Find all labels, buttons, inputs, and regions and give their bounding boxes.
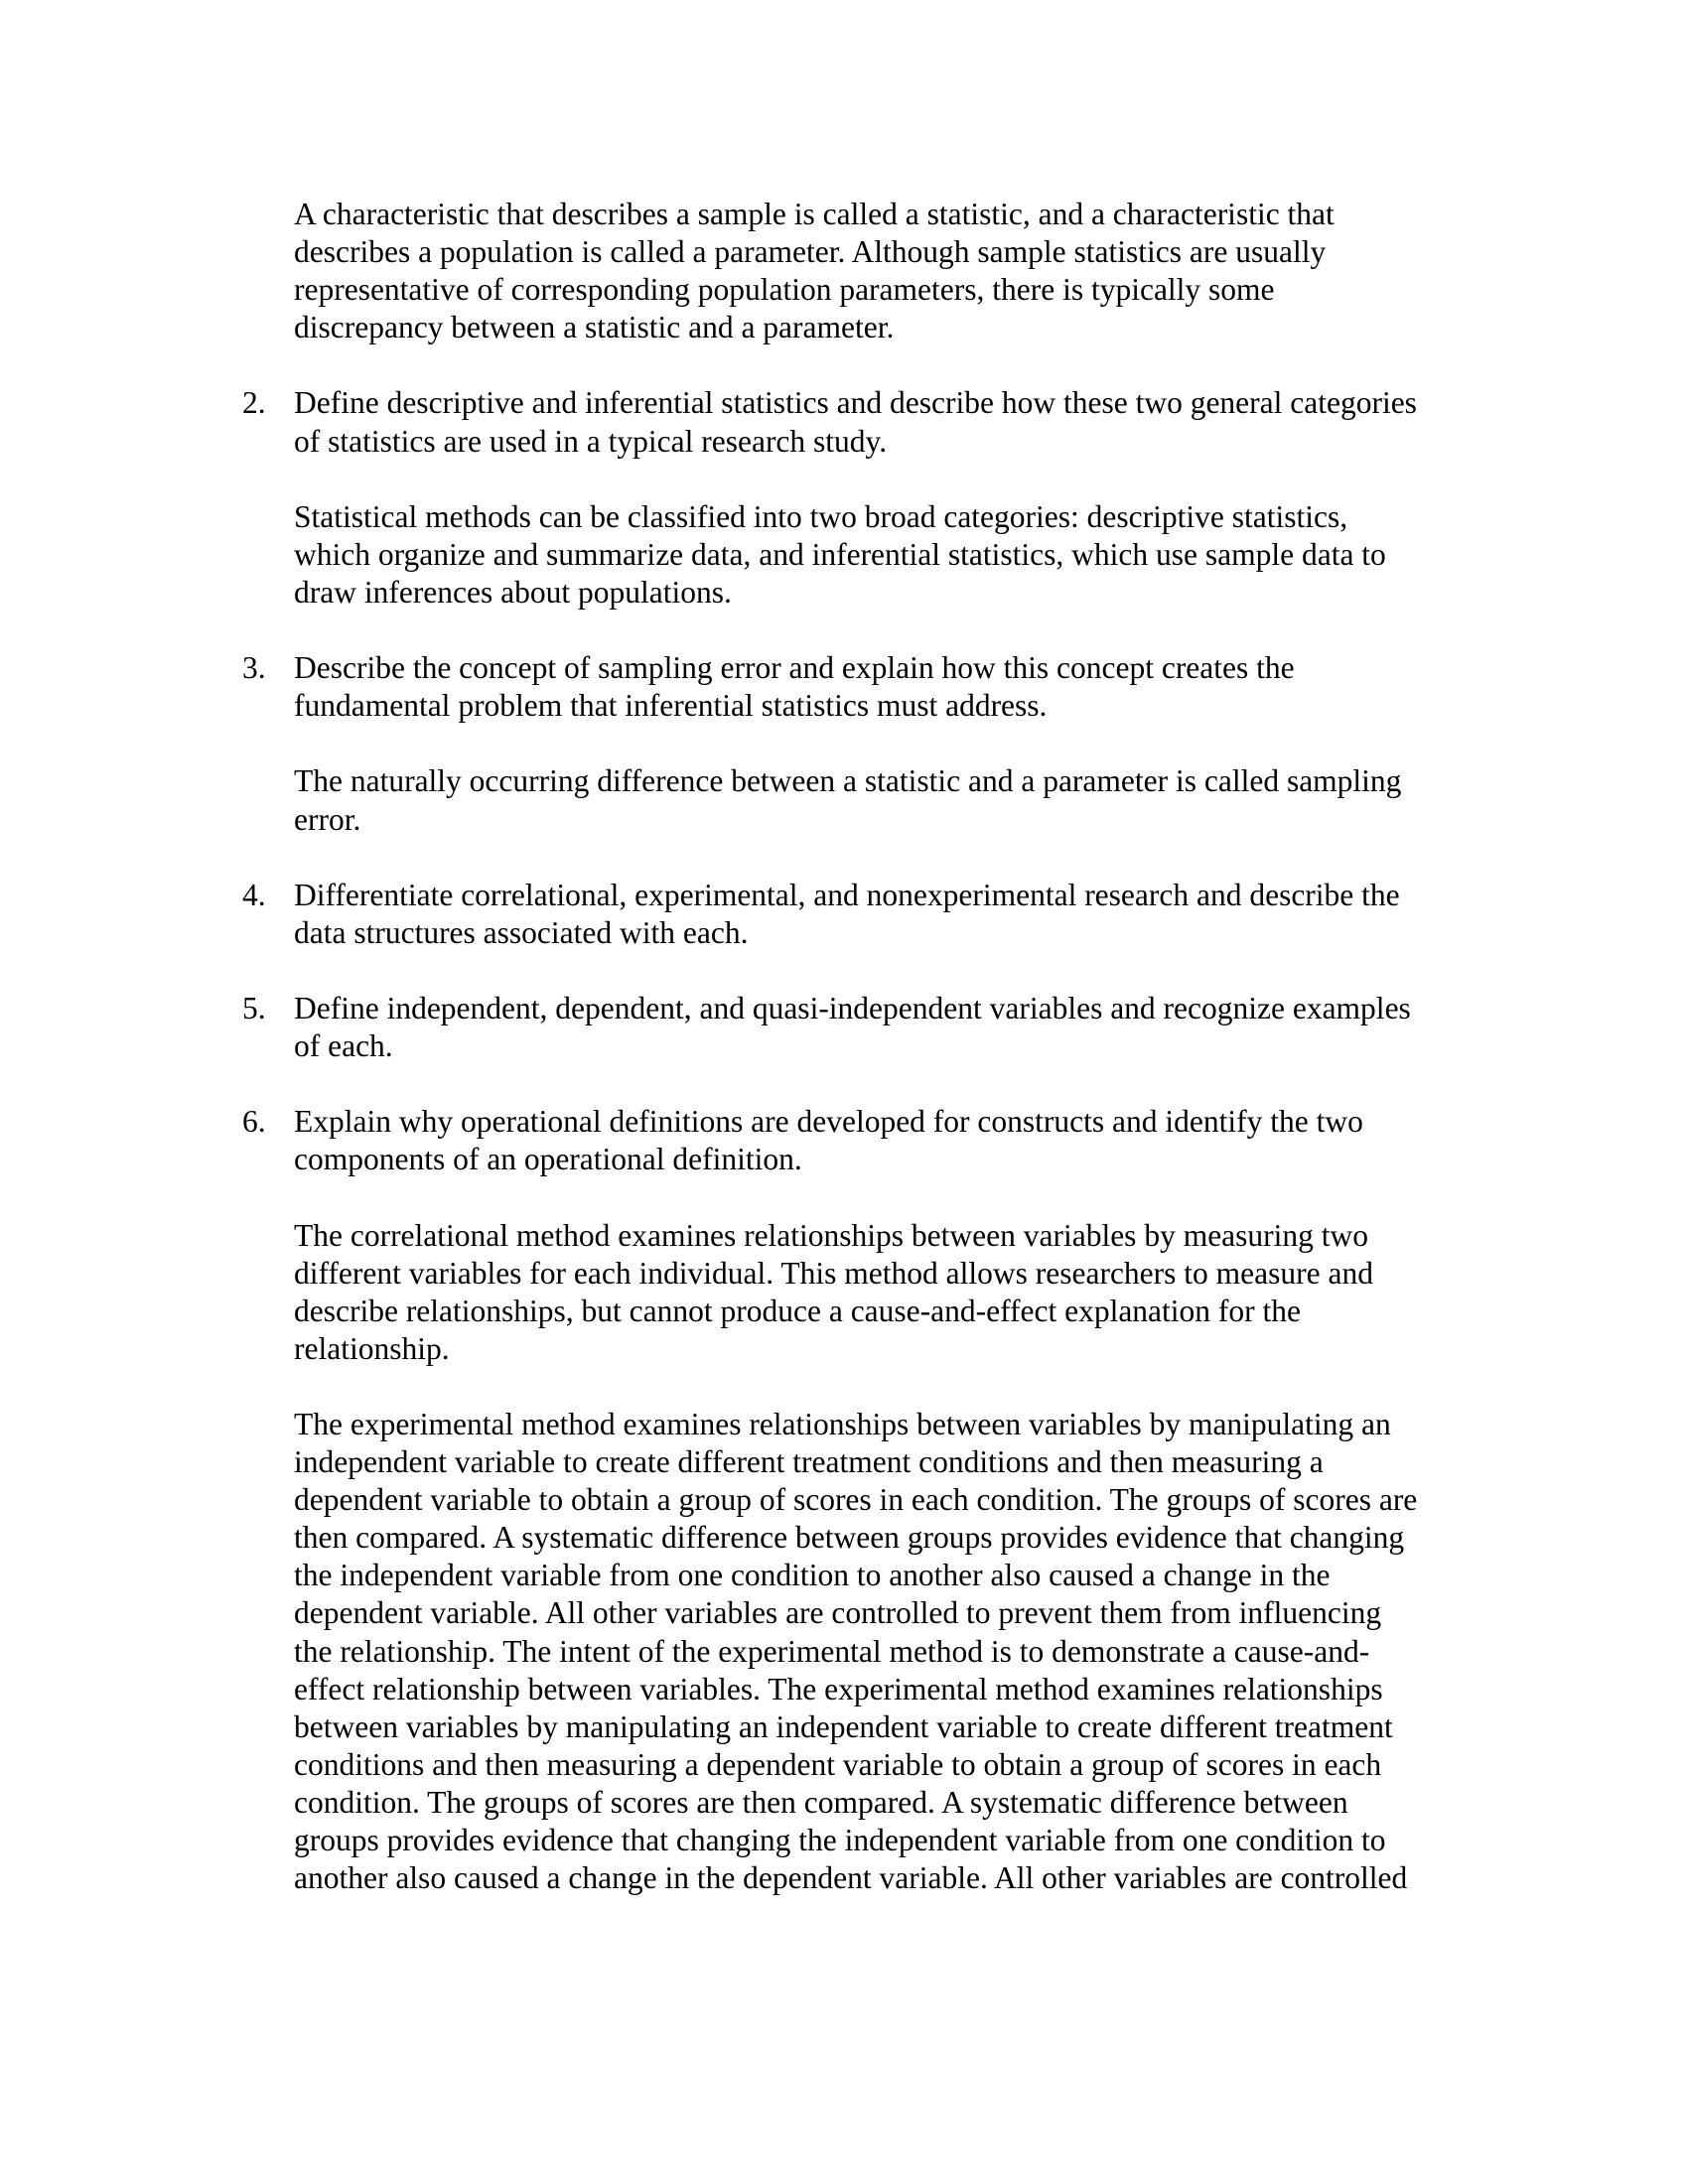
list-number: 2. <box>242 385 266 421</box>
text-line: the relationship. The intent of the experimental method is to demonstrate a cause-and- <box>294 1633 1370 1669</box>
text-line: different variables for each individual. This method allows researchers to measure and <box>294 1255 1373 1291</box>
text-line: groups provides evidence that changing the independent variable from one condition to <box>294 1823 1386 1858</box>
list-item-5 <box>242 990 1495 1065</box>
list-number: 4. <box>242 877 266 912</box>
text-line: relationship. <box>294 1330 450 1366</box>
document-body <box>242 196 1495 1897</box>
text-line: data structures associated with each. <box>294 914 749 950</box>
text-line: of statistics are used in a typical research study. <box>294 423 888 459</box>
text-line: another also caused a change in the dependent variable. All other variables are controlled <box>294 1860 1408 1896</box>
list-item-6 <box>242 1103 1495 1178</box>
paragraph-statistic-parameter <box>294 196 1495 346</box>
text-line: fundamental problem that inferential statistics must address. <box>294 688 1048 724</box>
text-line: dependent variable to obtain a group of scores in each condition. The groups of scores are <box>294 1482 1418 1518</box>
text-line: The experimental method examines relationships between variables by manipulating an <box>294 1407 1391 1441</box>
text-line: Define descriptive and inferential statistics and describe how these two general categories <box>294 385 1417 421</box>
list-item-3 <box>242 649 1495 725</box>
text-line: conditions and then measuring a dependent variable to obtain a group of scores in each <box>294 1746 1382 1782</box>
text-line: discrepancy between a statistic and a parameter. <box>294 310 895 345</box>
list-number: 6. <box>242 1104 266 1140</box>
text-line: then compared. A systematic difference between groups provides evidence that changing <box>294 1520 1405 1556</box>
text-line: A characteristic that describes a sample is called a statistic, and a characteristic that <box>294 197 1335 231</box>
text-line: Statistical methods can be classified into two broad categories: descriptive statistics, <box>294 498 1348 534</box>
text-line: describe relationships, but cannot produce a cause-and-effect explanation for the <box>294 1293 1301 1328</box>
text-line: Define independent, dependent, and quasi-independent variables and recognize examples <box>294 990 1411 1025</box>
paragraph-descriptive-inferential <box>294 498 1495 612</box>
text-line: representative of corresponding population parameters, there is typically some <box>294 272 1275 308</box>
list-item-2 <box>242 384 1495 460</box>
list-item-4 <box>242 877 1495 952</box>
text-line: The correlational method examines relationships between variables by measuring two <box>294 1217 1369 1253</box>
text-line: dependent variable. All other variables are controlled to prevent them from influencing <box>294 1595 1382 1631</box>
text-line: components of an operational definition. <box>294 1142 802 1177</box>
text-line: Differentiate correlational, experimental, and nonexperimental research and describe the <box>294 877 1400 912</box>
list-number: 5. <box>242 990 266 1025</box>
text-line: condition. The groups of scores are then compared. A systematic difference between <box>294 1784 1348 1820</box>
paragraph-correlational-method <box>294 1217 1495 1368</box>
text-line: effect relationship between variables. The experimental method examines relationships <box>294 1671 1383 1706</box>
list-number: 3. <box>242 650 266 686</box>
text-line: of each. <box>294 1028 393 1064</box>
text-line: Describe the concept of sampling error and explain how this concept creates the <box>294 650 1295 686</box>
text-line: Explain why operational definitions are developed for constructs and identify the two <box>294 1104 1363 1140</box>
text-line: describes a population is called a parameter. Although sample statistics are usually <box>294 234 1327 270</box>
text-line: between variables by manipulating an independent variable to create different treatment <box>294 1708 1393 1744</box>
text-line: the independent variable from one condition to another also caused a change in the <box>294 1558 1331 1593</box>
paragraph-experimental-method <box>294 1406 1495 1897</box>
text-line: The naturally occurring difference between a statistic and a parameter is called sampling <box>294 763 1402 799</box>
text-line: which organize and summarize data, and inferential statistics, which use sample data to <box>294 536 1386 572</box>
text-line: error. <box>294 801 361 837</box>
text-line: draw inferences about populations. <box>294 574 732 610</box>
text-line: independent variable to create different treatment conditions and then measuring a <box>294 1444 1324 1480</box>
paragraph-sampling-error <box>294 762 1495 838</box>
